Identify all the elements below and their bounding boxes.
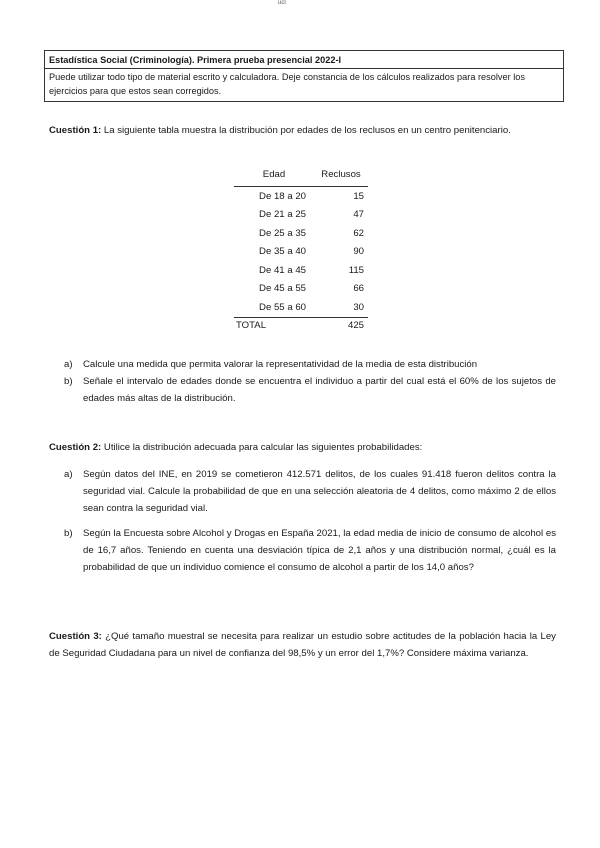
table-row xyxy=(234,298,368,317)
item-text: Señale el intervalo de edades donde se encuentra el individuo a partir del cual está el 60% de los sujetos de edades más altas de la distribución. xyxy=(83,376,556,404)
total-value: 425 xyxy=(314,317,368,334)
count-cell: 62 xyxy=(353,227,364,239)
item-label: a) xyxy=(64,359,73,370)
item-text: Calcule una medida que permita valorar la representatividad de la media de esta distribución xyxy=(83,359,478,370)
count-cell: 47 xyxy=(353,209,364,221)
count-cell: 15 xyxy=(353,190,364,202)
exam-header xyxy=(44,50,564,102)
question-1-label: Cuestión 1: xyxy=(49,125,102,136)
inmates-age-table xyxy=(234,166,368,334)
table-total-row xyxy=(234,317,368,334)
item-label: b) xyxy=(64,528,73,539)
age-cell: De 18 a 20 xyxy=(259,190,306,202)
question-2-label: Cuestión 2: xyxy=(49,442,102,453)
count-cell: 30 xyxy=(353,301,364,313)
table-header-age: Edad xyxy=(234,166,314,187)
question-2-text: Utilice la distribución adecuada para calcular las siguientes probabilidades: xyxy=(103,442,423,453)
table-row xyxy=(234,261,368,280)
exam-title: Estadística Social (Criminología). Primera prueba presencial 2022-I xyxy=(45,53,563,69)
item-text: Según la Encuesta sobre Alcohol y Drogas en España 2021, la edad media de inicio de consumo de alcohol es de 16,7 años. Teniendo en cuenta una desviación típica de 2,1 años y una distribución normal, ¿cuál es la probabilidad de que un individuo comience el consumo de alcohol a partir de los 14,0 años? xyxy=(83,528,556,573)
question-1-items xyxy=(64,356,556,407)
table-row xyxy=(234,187,368,206)
list-item xyxy=(64,356,556,373)
item-label: b) xyxy=(64,376,73,387)
table-row xyxy=(234,280,368,299)
age-cell: De 41 a 45 xyxy=(259,264,306,276)
table-row xyxy=(234,224,368,243)
question-1-text: La siguiente tabla muestra la distribución por edades de los reclusos en un centro penitenciario. xyxy=(103,125,511,136)
question-1 xyxy=(49,122,556,139)
table-row xyxy=(234,243,368,262)
list-item xyxy=(64,466,556,517)
age-cell: De 55 a 60 xyxy=(259,301,306,313)
count-cell: 115 xyxy=(348,264,364,276)
list-item xyxy=(64,373,556,407)
table-row xyxy=(234,206,368,225)
list-item xyxy=(64,525,556,576)
question-2 xyxy=(49,439,556,456)
question-3-label: Cuestión 3: xyxy=(49,631,102,642)
exam-instructions: Puede utilizar todo tipo de material escrito y calculadora. Deje constancia de los cálculos realizados para resolver los ejercicios para que estos sean corregidos. xyxy=(49,72,525,96)
question-3-text: ¿Qué tamaño muestral se necesita para realizar un estudio sobre actitudes de la población hacia la Ley de Seguridad Ciudadana para un nivel de confianza del 98,5% y un error del 1,7%? Considere máxima varianza. xyxy=(49,631,556,659)
table-header-row xyxy=(234,166,368,187)
total-label: TOTAL xyxy=(234,317,314,334)
page-top-mark: ucl xyxy=(278,0,286,6)
question-2-items xyxy=(64,466,556,576)
item-text: Según datos del INE, en 2019 se cometieron 412.571 delitos, de los cuales 91.418 fueron delitos contra la seguridad vial. Calcule la probabilidad de que en una selección aleatoria de 4 delitos, como máximo 2 de ellos sean contra la seguridad vial. xyxy=(83,469,556,514)
age-cell: De 45 a 55 xyxy=(259,283,306,295)
age-cell: De 21 a 25 xyxy=(259,209,306,221)
item-label: a) xyxy=(64,469,73,480)
count-cell: 66 xyxy=(353,283,364,295)
age-cell: De 25 a 35 xyxy=(259,227,306,239)
count-cell: 90 xyxy=(353,246,364,258)
age-cell: De 35 a 40 xyxy=(259,246,306,258)
question-3 xyxy=(49,628,556,662)
table-header-inmates: Reclusos xyxy=(314,166,368,187)
